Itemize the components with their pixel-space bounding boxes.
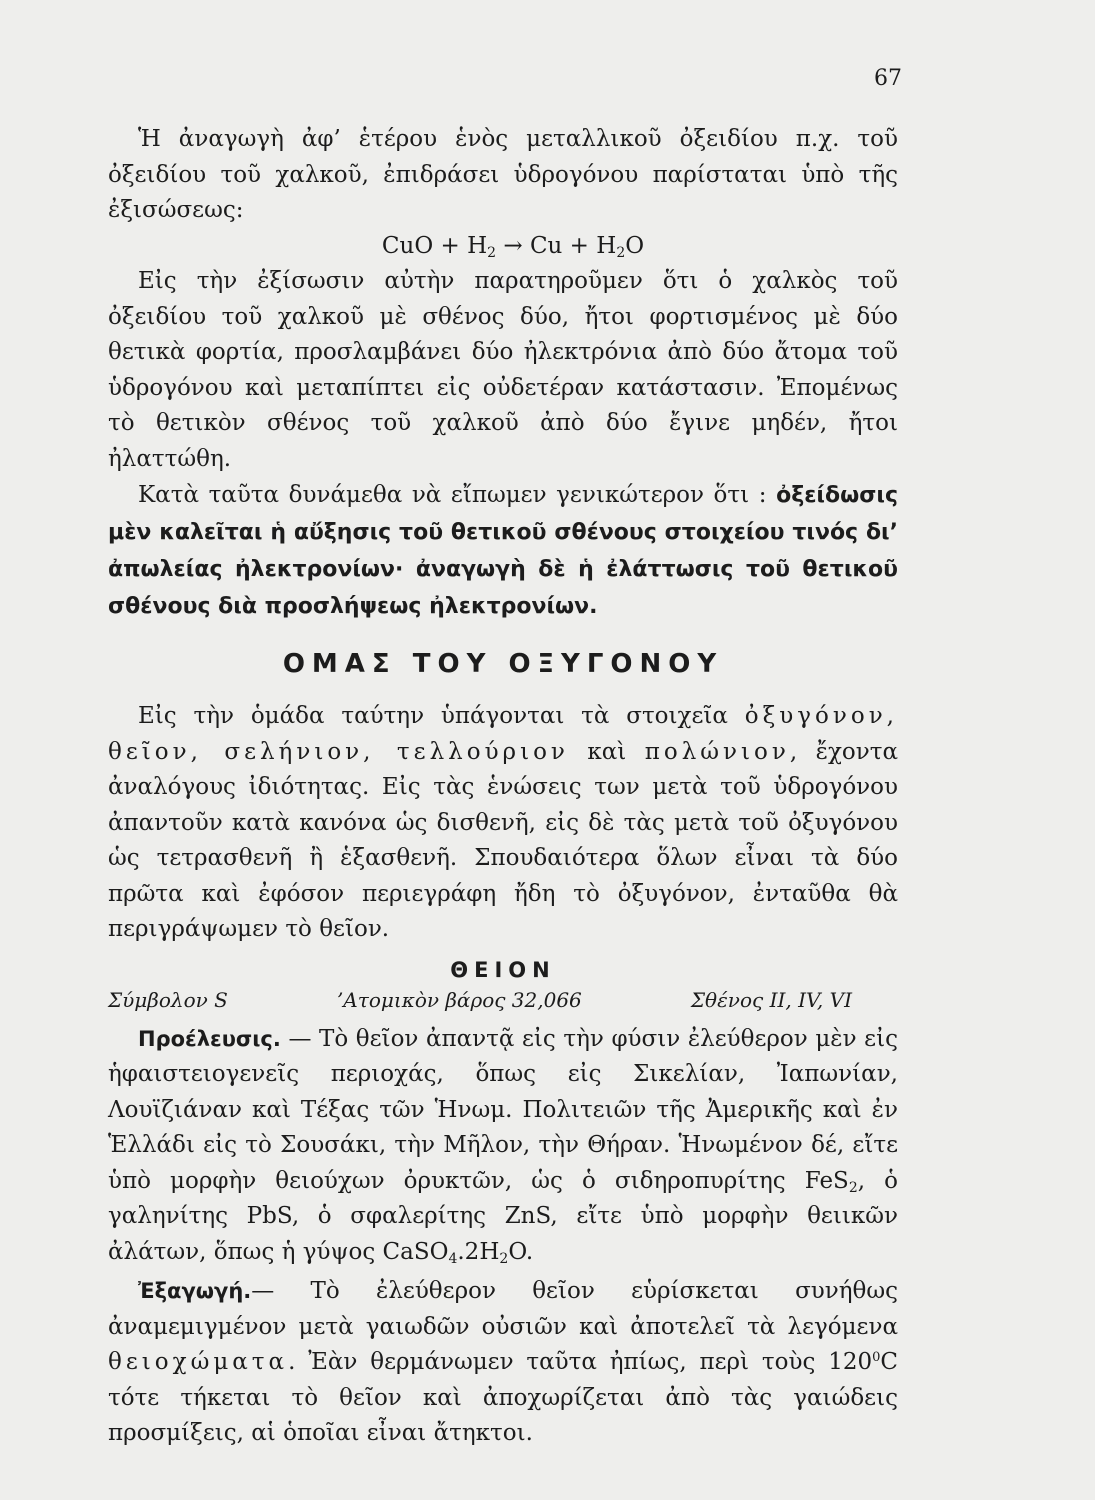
page-content: [108, 122, 898, 1452]
sulfur-valence: Σθένος II, IV, VI: [690, 987, 852, 1012]
section-title-oxygen-group: ΟΜΑΣ ΤΟΥ ΟΞΥΓΟΝΟΥ: [282, 649, 724, 679]
paragraph-extraction: Ἐξαγωγή.— Τὸ ἐλεύθερον θεῖον εὑρίσκεται συνήθως ἀναμεμιγμένον μετὰ γαιωδῶν οὐσιῶν καὶ ἀποτελεῖ τὰ λεγόμενα θειοχώματα. Ἐὰν θερμάνωμεν ταῦτα ἠπίως, περὶ τοὺς $120^0C$ τότε τήκεται τὸ θεῖον καὶ ἀποχωρίζεται ἀπὸ τὰς γαιώδεις προσμίξεις, αἱ ὁποῖαι εἶναι ἄτηκτοι.: [108, 1278, 898, 1446]
paragraph-origin: Προέλευσις. — Τὸ θεῖον ἀπαντᾷ εἰς τὴν φύσιν ἐλεύθερον μὲν εἰς ἡφαιστειογενεῖς περιοχάς, ὅπως εἰς Σικελίαν, Ἰαπωνίαν, Λουϊζιάναν καὶ Τέξας τῶν Ἡνωμ. Πολιτειῶν τῆς Ἀμερικῆς καὶ ἐν Ἑλλάδι εἰς τὸ Σουσάκι, τὴν Μῆλον, τὴν Θήραν. Ἡνωμένον δέ, εἴτε ὑπὸ μορφὴν θειούχων ὀρυκτῶν, ὡς ὁ σιδηροπυρίτης FeS$_2$, ὁ γαληνίτης PbS, ὁ σφαλερίτης ZnS, εἴτε ὑπὸ μορφὴν θειικῶν ἀλάτων, ὅπως ἡ γύψος $CaSO_4.2H_2O$.: [108, 1025, 898, 1267]
paragraph-definition: Κατὰ ταῦτα δυνάμεθα νὰ εἴπωμεν γενικώτερον ὅτι : ὀξείδωσις μὲν καλεῖται ἡ αὔξησις τοῦ θετικοῦ σθένους στοιχείου τινός δι’ ἀπωλείας ἠλεκτρονίων· ἀναγωγὴ δὲ ἡ ἐλάττωσις τοῦ θετικοῦ σθένους διὰ προσλήψεως ἠλεκτρονίων.: [108, 482, 898, 619]
paragraph-oxygen-group: Εἰς τὴν ὁμάδα ταύτην ὑπάγονται τὰ στοιχεῖα ὀξυγόνον, θεῖον, σελήνιον, τελλούριον καὶ πολώνιον, ἔχοντα ἀναλόγους ἰδιότητας. Εἰς τὰς ἑνώσεις των μετὰ τοῦ ὑδρογόνου ἀπαντοῦν κατὰ κανόνα ὡς δισθενῆ, εἰς δὲ τὰς μετὰ τοῦ ὀξυγόνου ὡς τετρασθενῆ ἢ ἑξασθενῆ. Σπουδαιότερα ὅλων εἶναι τὰ δύο πρῶτα καὶ ἐφόσον περιεγράφη ἤδη τὸ ὀξυγόνον, ἐνταῦθα θὰ περιγράψωμεν τὸ θεῖον.: [108, 703, 898, 942]
page-number: 67: [874, 66, 902, 91]
origin-heading: Προέλευσις.: [138, 1026, 281, 1051]
chemical-equation: CuO + $H_2 \to Cu + H_2O$: [381, 232, 645, 261]
extraction-heading: Ἐξαγωγή.: [138, 1279, 252, 1303]
sulfur-atomic-weight: ’Ατομικὸν βάρος 32,066: [336, 987, 582, 1012]
sulfur-properties: [108, 988, 898, 1012]
paragraph-reduction-intro: Ἡ ἀναγωγὴ ἀφ’ ἑτέρου ἑνὸς μεταλλικοῦ ὀξειδίου π.χ. τοῦ ὀξειδίου τοῦ χαλκοῦ, ἐπιδράσει ὑδρογόνου παρίσταται ὑπὸ τῆς ἐξισώσεως:: [108, 126, 898, 223]
oxidation-reduction-definition: ὀξείδωσις μὲν καλεῖται ἡ αὔξησις τοῦ θετικοῦ σθένους στοιχείου τινός δι’ ἀπωλείας ἠλεκτρονίων· ἀναγωγὴ δὲ ἡ ἐλάττωσις τοῦ θετικοῦ σθένους διὰ προσλήψεως ἠλεκτρονίων.: [108, 483, 898, 619]
sulfur-symbol: Σύμβολον S: [108, 987, 228, 1012]
paragraph-equation-explanation: Εἰς τὴν ἐξίσωσιν αὐτὴν παρατηροῦμεν ὅτι ὁ χαλκὸς τοῦ ὀξειδίου τοῦ χαλκοῦ μὲ σθένος δύο, ἤτοι φορτισμένος μὲ δύο θετικὰ φορτία, προσλαμβάνει δύο ἠλεκτρόνια ἀπὸ δύο ἄτομα τοῦ ὑδρογόνου καὶ μεταπίπτει εἰς οὐδετέραν κατάστασιν. Ἐπομένως τὸ θετικὸν σθένος τοῦ χαλκοῦ ἀπὸ δύο ἔγινε μηδέν, ἤτοι ἠλαττώθη.: [108, 268, 898, 472]
element-title-sulfur: ΘΕΙΟΝ: [450, 957, 556, 982]
